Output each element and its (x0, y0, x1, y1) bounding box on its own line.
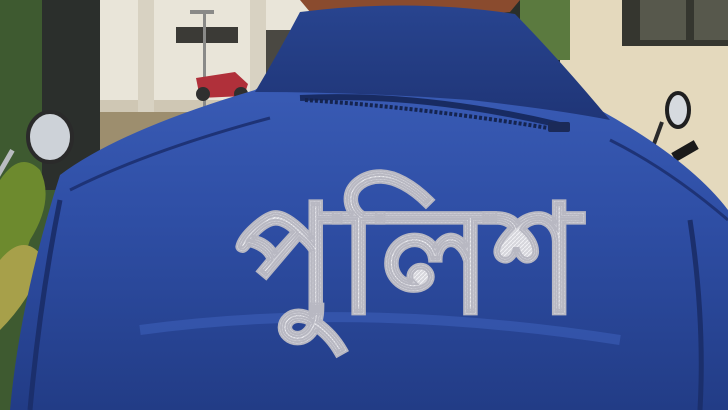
right-mirror (667, 93, 689, 127)
lamp-head (190, 10, 214, 14)
embroidered-text: পুলিশ (235, 174, 581, 348)
building-window (176, 27, 238, 43)
window-pane-2 (694, 0, 728, 40)
zipper-pull (548, 122, 570, 132)
building-pillar (138, 0, 154, 118)
window-pane (640, 0, 686, 40)
left-mirror (28, 112, 72, 162)
motorcycle-wheel (196, 87, 210, 101)
